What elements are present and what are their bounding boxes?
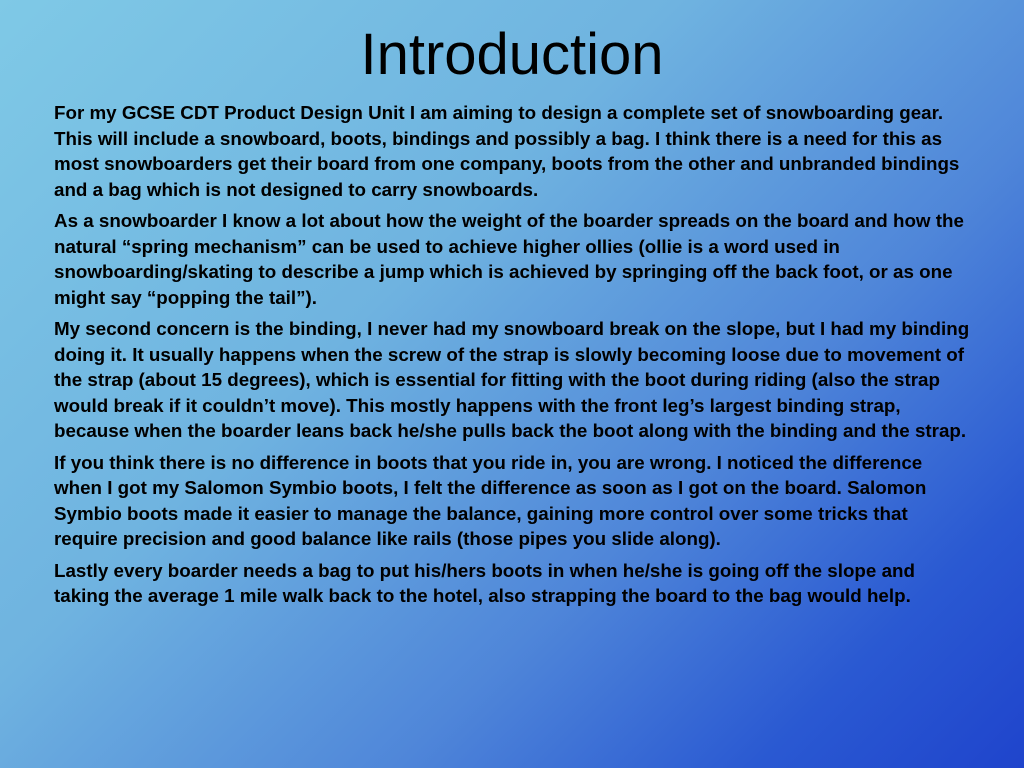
paragraph-weight-spring: As a snowboarder I know a lot about how the weight of the boarder spreads on the board and how the natural “spring mechanism” can be used to achieve higher ollies (ollie is a word used in snowboarding/skating to describe a jump which is achieved by springing off the back foot, or as one might say “popping the tail”). (54, 210, 964, 308)
paragraph-bag: Lastly every boarder needs a bag to put his/hers boots in when he/she is going off the slope and taking the average 1 mile walk back to the hotel, also strapping the board to the bag would help. (54, 559, 915, 606)
slide-title: Introduction (360, 22, 664, 87)
slide-body (54, 100, 974, 615)
paragraph-binding-concern: My second concern is the binding, I never had my snowboard break on the slope, but I had my binding doing it. It usually happens when the screw of the strap is slowly becoming loose due to movement of the strap (about 15 degrees), which is essential for fitting with the boot during riding (also the strap would break if it couldn’t move). This mostly happens with the front leg’s largest binding strap, because when the boarder leans back he/she pulls back the boot along with the binding and the strap. (54, 318, 970, 441)
paragraph-boots: If you think there is no difference in boots that you ride in, you are wrong. I noticed the difference when I got my Salomon Symbio boots, I felt the difference as soon as I got on the board. Salomon Symbio boots made it easier to manage the balance, gaining more control over some tricks that require precision and good balance like rails (those pipes you slide along). (54, 451, 927, 549)
paragraph-intro: For my GCSE CDT Product Design Unit I am aiming to design a complete set of snowboarding gear. This will include a snowboard, boots, bindings and possibly a bag. I think there is a need for this as most snowboarders get their board from one company, boots from the other and unbranded bindings and a bag which is not designed to carry snowboards. (54, 102, 960, 200)
